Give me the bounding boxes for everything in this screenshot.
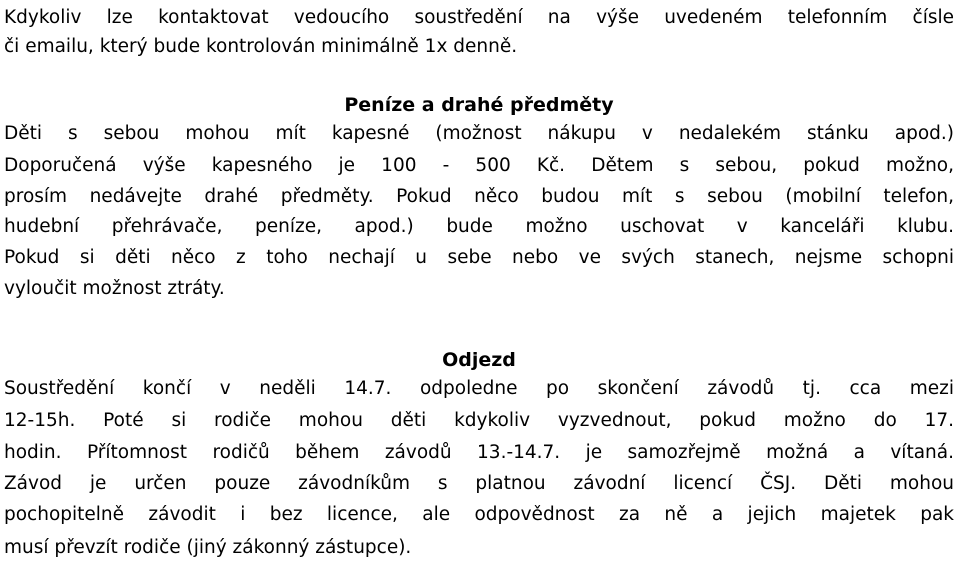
valuables-line-1: Děti s sebou mohou mít kapesné (možnost nákupu v nedalekém stánku apod.) (4, 123, 954, 144)
valuables-line-5: Pokud si děti něco z toho nechají u sebe nebo ve svých stanech, nejsme schopni (4, 247, 954, 268)
departure-line-1: Soustředění končí v neděli 14.7. odpoledne po skončení závodů tj. cca mezi (4, 378, 954, 399)
valuables-line-4: hudební přehrávače, peníze, apod.) bude možno uschovat v kanceláři klubu. (4, 216, 954, 237)
valuables-line-6: vyloučit možnost ztráty. (4, 278, 225, 299)
intro-line-1: Kdykoliv lze kontaktovat vedoucího soustředění na výše uvedeném telefonním čísle (4, 7, 954, 28)
departure-line-3: hodin. Přítomnost rodičů během závodů 13.-14.7. je samozřejmě možná a vítaná. (4, 442, 954, 463)
departure-line-5: pochopitelně závodit i bez licence, ale odpovědnost za ně a jejich majetek pak (4, 504, 954, 525)
valuables-line-2: Doporučená výše kapesného je 100 - 500 Kč. Dětem s sebou, pokud možno, (4, 155, 954, 176)
intro-line-2: či emailu, který bude kontrolován minimálně 1x denně. (4, 36, 518, 57)
departure-line-6: musí převzít rodiče (jiný zákonný zástupce). (4, 537, 412, 558)
heading-valuables: Peníze a drahé předměty (344, 94, 614, 116)
valuables-line-3: prosím nedávejte drahé předměty. Pokud něco budou mít s sebou (mobilní telefon, (4, 186, 954, 207)
departure-line-2: 12-15h. Poté si rodiče mohou děti kdykoliv vyzvednout, pokud možno do 17. (4, 410, 954, 431)
heading-departure: Odjezd (442, 349, 516, 371)
departure-line-4: Závod je určen pouze závodníkům s platnou závodní licencí ČSJ. Děti mohou (4, 473, 954, 494)
